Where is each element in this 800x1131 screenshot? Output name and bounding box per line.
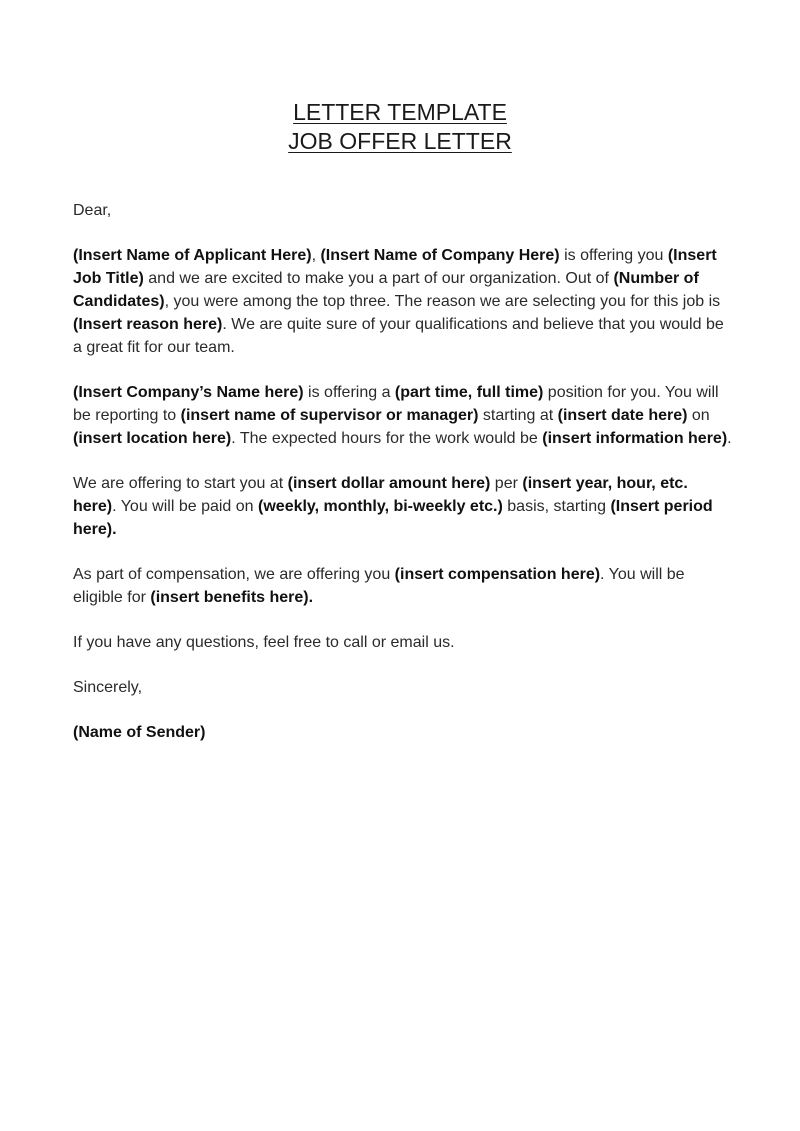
- placeholder-dollar-amount: (insert dollar amount here): [287, 475, 491, 492]
- placeholder-start-period: (Insert period here).: [73, 498, 713, 538]
- salutation: Dear,: [73, 202, 112, 219]
- placeholder-start-date: (insert date here): [557, 407, 688, 424]
- placeholder-hours-information: (insert information here): [542, 430, 728, 447]
- placeholder-applicant-name: (Insert Name of Applicant Here): [73, 247, 312, 264]
- page-title: LETTER TEMPLATE: [293, 99, 507, 125]
- text-fragment: ,: [311, 247, 321, 264]
- placeholder-job-title: (Insert Job Title): [73, 247, 717, 287]
- letter-header: [0, 98, 800, 156]
- placeholder-compensation: (insert compensation here): [394, 566, 601, 583]
- text-fragment: , you were among the top three. The reason we are selecting you for this job is: [164, 293, 721, 310]
- text-fragment: . You will be paid on: [112, 498, 259, 515]
- text-fragment: . The expected hours for the work would be: [231, 430, 543, 447]
- text-fragment: and we are excited to make you a part of our organization. Out of: [143, 270, 614, 287]
- placeholder-company-name: (Insert Name of Company Here): [320, 247, 560, 264]
- text-fragment: We are offering to start you at: [73, 475, 288, 492]
- text-fragment: .: [727, 430, 732, 447]
- closing: Sincerely,: [73, 679, 143, 696]
- placeholder-employment-type: (part time, full time): [394, 384, 544, 401]
- paragraph-questions: If you have any questions, feel free to call or email us.: [73, 634, 455, 651]
- text-fragment: starting at: [478, 407, 558, 424]
- sender-name: (Name of Sender): [73, 724, 206, 741]
- placeholder-supervisor: (insert name of supervisor or manager): [180, 407, 479, 424]
- placeholder-benefits: (insert benefits here).: [150, 589, 314, 606]
- text-fragment: basis, starting: [502, 498, 611, 515]
- placeholder-location: (insert location here): [73, 430, 232, 447]
- placeholder-pay-frequency: (weekly, monthly, bi-weekly etc.): [258, 498, 503, 515]
- placeholder-company-name: (Insert Company’s Name here): [73, 384, 304, 401]
- text-fragment: position for you. You will be reporting to: [73, 384, 719, 424]
- paragraph-introduction: [73, 244, 733, 359]
- placeholder-number-of-candidates: (Number of Candidates): [73, 270, 699, 310]
- text-fragment: is offering you: [559, 247, 668, 264]
- text-fragment: As part of compensation, we are offering you: [73, 566, 395, 583]
- placeholder-pay-unit: (insert year, hour, etc. here): [73, 475, 688, 515]
- text-fragment: per: [490, 475, 523, 492]
- paragraph-position: [73, 381, 733, 450]
- text-fragment: on: [687, 407, 710, 424]
- placeholder-reason: (Insert reason here): [73, 316, 223, 333]
- page-subtitle: JOB OFFER LETTER: [288, 128, 512, 154]
- paragraph-salary: [73, 472, 733, 541]
- text-fragment: . You will be eligible for: [73, 566, 685, 606]
- letter-body: [73, 199, 733, 766]
- paragraph-compensation: [73, 563, 733, 609]
- text-fragment: is offering a: [303, 384, 395, 401]
- text-fragment: . We are quite sure of your qualifications and believe that you would be a great fit for our team.: [73, 316, 724, 356]
